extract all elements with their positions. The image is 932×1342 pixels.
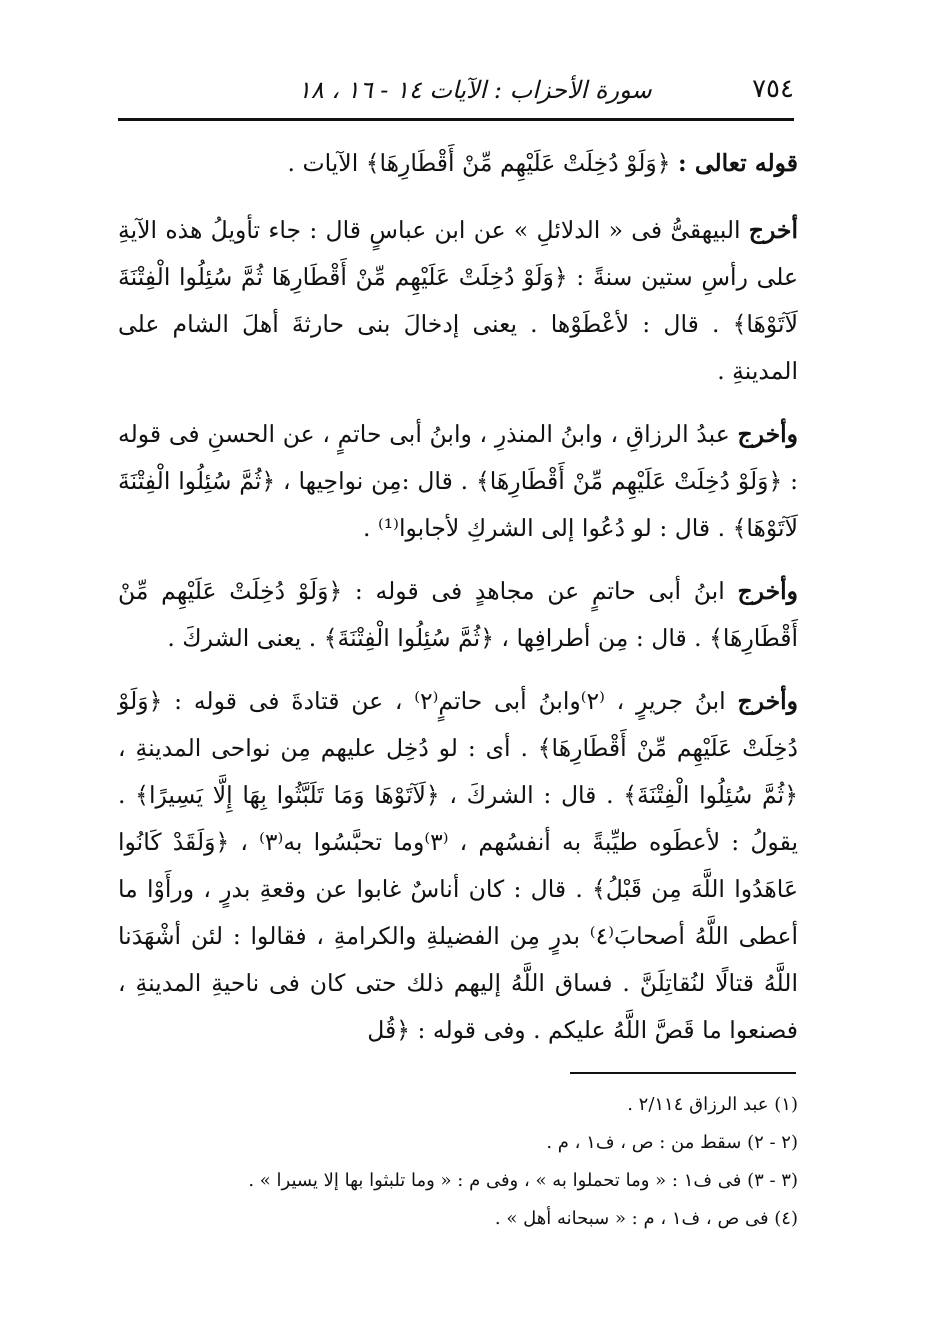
paragraph-lead: أخرج: [748, 216, 798, 244]
footnote-3: (٣ - ٣) فى ف١ : « وما تحملوا به » ، وفى م : « وما تلبثوا بها إلا يسيرا » .: [248, 1170, 798, 1191]
paragraph-lead: وأخرج: [737, 420, 798, 448]
paragraph-verse-heading: [118, 140, 798, 187]
paragraph-text: ابنُ أبى حاتمٍ عن مجاهدٍ فى قوله : ﴿وَلَوْ دُخِلَتْ عَلَيْهِم مِّنْ أَقْطَارِهَا﴾ . قال : مِن أطرافِها ، ﴿ثُمَّ سُئِلُوا الْفِتْنَةَ﴾ . يعنى الشركَ .: [118, 577, 798, 652]
paragraph-mujahid: [118, 568, 798, 662]
footnote-rule: [570, 1072, 796, 1074]
paragraph-bayhaqi: [118, 207, 798, 395]
page-number: ٧٥٤: [752, 74, 794, 104]
paragraph-lead: وأخرج: [737, 577, 798, 605]
footnotes: [118, 1086, 798, 1238]
header-rule: [118, 118, 794, 121]
main-text: [118, 140, 798, 1070]
paragraph-qatada: [118, 678, 798, 1054]
paragraph-abd-al-razzaq: [118, 411, 798, 552]
paragraph-text: ﴿وَلَوْ دُخِلَتْ عَلَيْهِم مِّنْ أَقْطَارِهَا﴾ الآيات .: [287, 149, 679, 177]
paragraph-lead: وأخرج: [737, 687, 798, 715]
running-header: [118, 64, 794, 104]
paragraph-lead: قوله تعالى :: [678, 149, 798, 177]
footnote-1: (١) عبد الرزاق ٢/١١٤ .: [627, 1094, 798, 1115]
paragraph-text: البيهقىُّ فى « الدلائلِ » عن ابن عباسٍ قال : جاء تأويلُ هذه الآيةِ على رأسِ ستين سنةً : ﴿وَلَوْ دُخِلَتْ عَلَيْهِم مِّنْ أَقْطَارِهَا ثُمَّ سُئِلُوا الْفِتْنَةَ لَآتَوْهَا﴾ . قال : لأعْطَوْها . يعنى إدخالَ بنى حارثةَ أهلَ الشام على المدينةِ .: [118, 216, 798, 385]
footnote-4: (٤) فى ص ، ف١ ، م : « سبحانه أهل » .: [494, 1208, 798, 1229]
paragraph-text: عبدُ الرزاقِ ، وابنُ المنذرِ ، وابنُ أبى حاتمٍ ، عن الحسنِ فى قوله : ﴿وَلَوْ دُخِلَتْ عَلَيْهِم مِّنْ أَقْطَارِهَا﴾ . قال :مِن نواحِيها ، ﴿ثُمَّ سُئِلُوا الْفِتْنَةَ لَآتَوْهَا﴾ . قال : لو دُعُوا إلى الشركِ لأجابوا⁽¹⁾ .: [118, 420, 798, 542]
paragraph-text: ابنُ جريرٍ ، ⁽٢⁾وابنُ أبى حاتمٍ⁽٢⁾ ، عن قتادةَ فى قوله : ﴿وَلَوْ دُخِلَتْ عَلَيْهِم مِّنْ أَقْطَارِهَا﴾ . أى : لو دُخِل عليهم مِن نواحى المدينةِ ، ﴿ثُمَّ سُئِلُوا الْفِتْنَةَ﴾ . قال : الشركَ ، ﴿لَآتَوْهَا وَمَا تَلَبَّثُوا بِهَا إِلَّا يَسِيرًا﴾ . يقولُ : لأعطَوه طيِّبةً به أنفسُهم ، ⁽٣⁾وما تحبَّسُوا به⁽٣⁾ ، ﴿وَلَقَدْ كَانُوا عَاهَدُوا اللَّهَ مِن قَبْلُ﴾ . قال : كان أناسٌ غابوا عن وقعةِ بدرٍ ، ورأَوْا ما أعطى اللَّهُ أصحابَ⁽٤⁾ بدرٍ مِن الفضيلةِ والكرامةِ ، فقالوا : لئن أشْهَدَنا اللَّهُ قتالًا لنُقاتِلَنَّ . فساق اللَّهُ إليهم ذلك حتى كان فى ناحيةِ المدينةِ ، فصنعوا ما قَصَّ اللَّهُ عليكم . وفى قوله : ﴿قُل: [118, 687, 798, 1044]
running-title: سورة الأحزاب : الآيات ١٤ - ١٦ ، ١٨: [298, 76, 652, 104]
footnote-2: (٢ - ٢) سقط من : ص ، ف١ ، م .: [546, 1132, 798, 1153]
